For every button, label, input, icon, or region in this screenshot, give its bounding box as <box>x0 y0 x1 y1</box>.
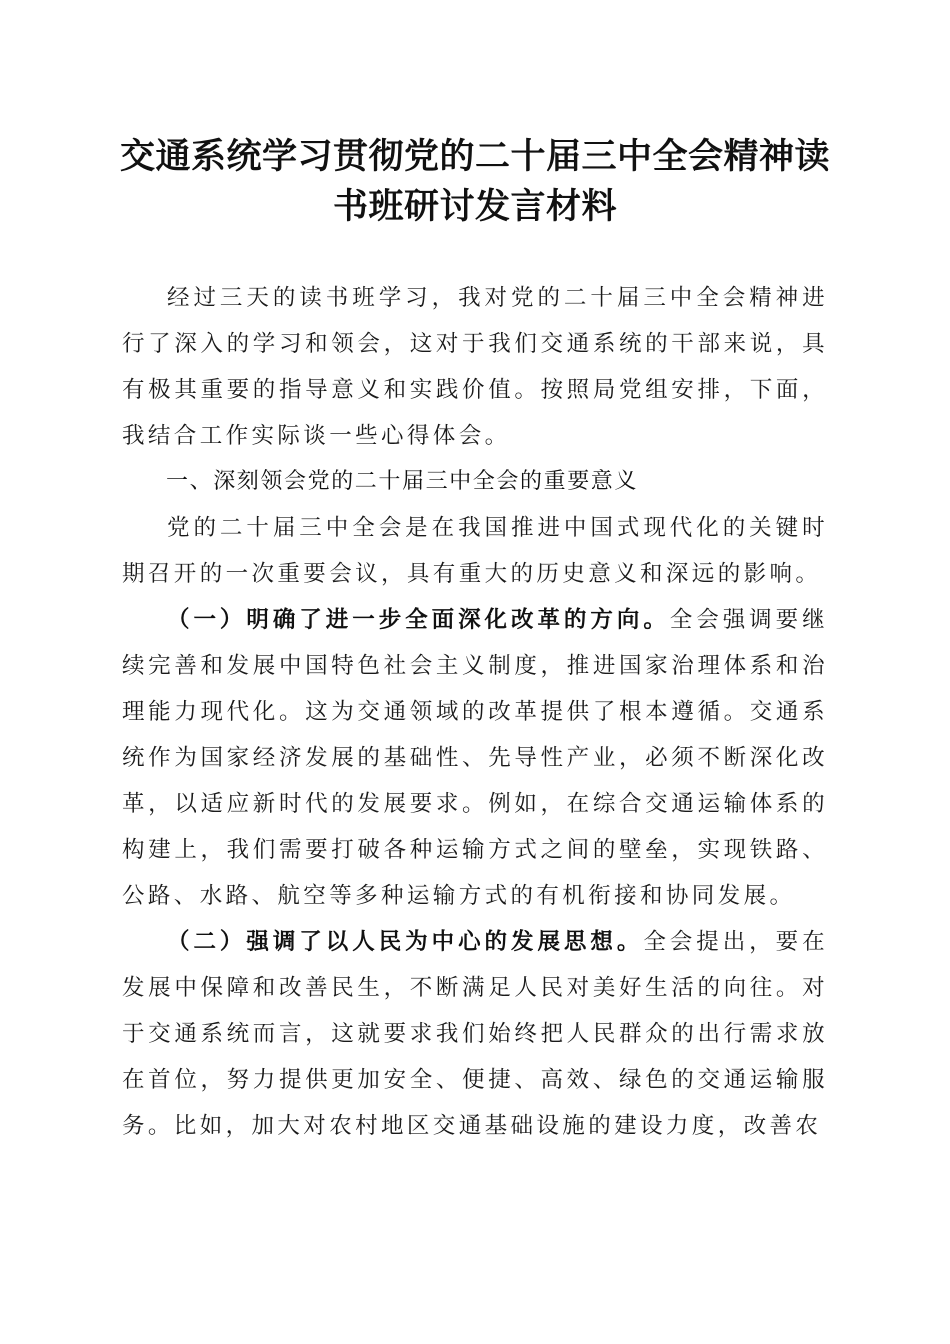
point-2-paragraph <box>122 919 828 1149</box>
point-2-lead: （二）强调了以人民为中心的发展思想。 <box>167 929 644 955</box>
title-line-1: 交通系统学习贯彻党的二十届三中全会精神读 <box>119 136 830 177</box>
title-line-2: 书班研讨发言材料 <box>332 186 617 227</box>
point-1-lead: （一）明确了进一步全面深化改革的方向。 <box>167 607 670 633</box>
document-body <box>122 275 828 1149</box>
section-1-intro-paragraph: 党的二十届三中全会是在我国推进中国式现代化的关键时期召开的一次重要会议，具有重大的历史意义和深远的影响。 <box>122 515 828 587</box>
section-heading-1: 一、深刻领会党的二十届三中全会的重要意义 <box>166 469 639 494</box>
point-1-body: 全会强调要继续完善和发展中国特色社会主义制度，推进国家治理体系和治理能力现代化。这为交通领域的改革提供了根本遵循。交通系统作为国家经济发展的基础性、先导性产业，必须不断深化改革，以适应新时代的发展要求。例如，在综合交通运输体系的构建上，我们需要打破各种运输方式之间的壁垒，实现铁路、公路、水路、航空等多种运输方式的有机衔接和协同发展。 <box>122 607 828 909</box>
intro-paragraph: 经过三天的读书班学习，我对党的二十届三中全会精神进行了深入的学习和领会，这对于我们交通系统的干部来说，具有极其重要的指导意义和实践价值。按照局党组安排，下面，我结合工作实际谈一些心得体会。 <box>122 285 828 449</box>
point-1-paragraph <box>122 597 828 919</box>
point-2-body: 全会提出，要在发展中保障和改善民生，不断满足人民对美好生活的向往。对于交通系统而言，这就要求我们始终把人民群众的出行需求放在首位，努力提供更加安全、便捷、高效、绿色的交通运输服务。比如，加大对农村地区交通基础设施的建设力度，改善农 <box>122 929 828 1139</box>
document-title <box>100 132 850 232</box>
